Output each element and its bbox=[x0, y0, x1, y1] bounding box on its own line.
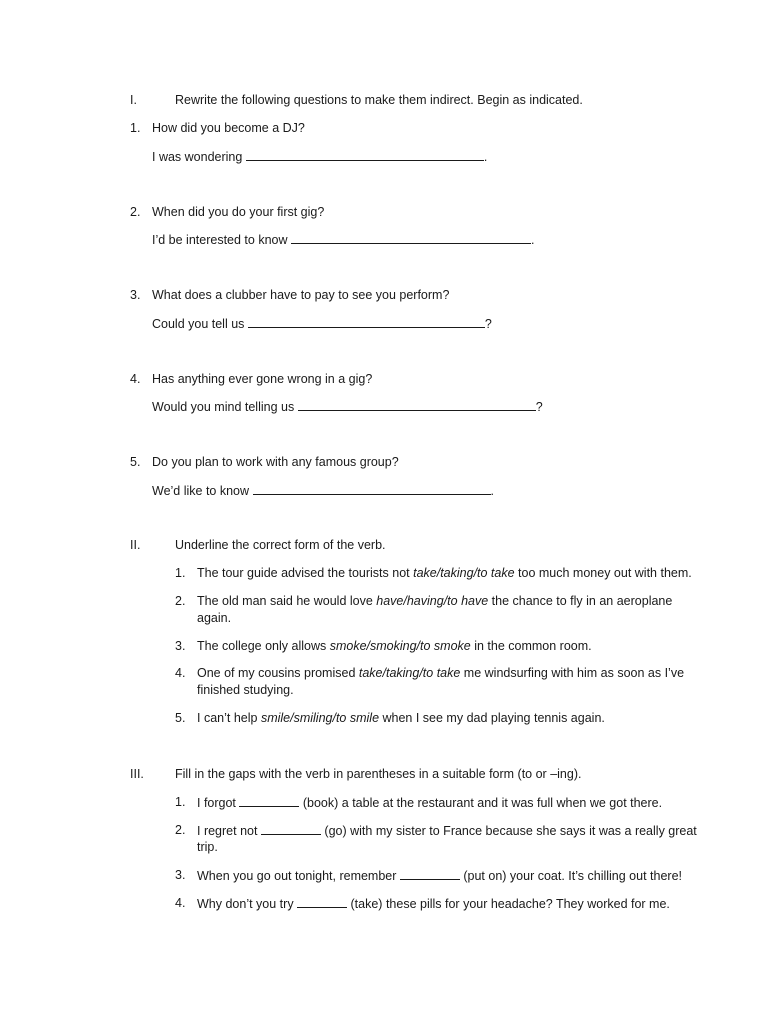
item-number: 4. bbox=[175, 666, 186, 680]
answer-prompt: Could you tell us bbox=[152, 317, 245, 331]
section-numeral: I. bbox=[130, 93, 137, 107]
sentence-post: in the common room. bbox=[470, 639, 592, 653]
sentence-text bbox=[197, 895, 670, 912]
answer-blank[interactable] bbox=[298, 398, 536, 411]
verb-options[interactable]: take/taking/to take bbox=[413, 566, 515, 580]
sentence-continuation: finished studying. bbox=[197, 683, 294, 697]
answer-blank[interactable] bbox=[291, 231, 531, 244]
item-number: 4. bbox=[175, 896, 186, 910]
verb-options[interactable]: take/taking/to take bbox=[358, 666, 461, 680]
item-number: 4. bbox=[130, 372, 141, 386]
answer-line bbox=[152, 148, 487, 165]
sentence-post: (put on) your coat. It’s chilling out there! bbox=[459, 869, 682, 883]
answer-prompt: I was wondering bbox=[152, 150, 243, 164]
section-instruction: Fill in the gaps with the verb in parentheses in a suitable form (to or –ing). bbox=[175, 767, 582, 781]
item-number: 5. bbox=[130, 455, 141, 469]
item-number: 2. bbox=[130, 205, 141, 219]
sentence-text bbox=[197, 638, 592, 654]
answer-line bbox=[152, 398, 543, 415]
question-text: What does a clubber have to pay to see you perform? bbox=[152, 288, 450, 302]
question-text: Do you plan to work with any famous group? bbox=[152, 455, 399, 469]
gap-blank[interactable] bbox=[239, 794, 299, 807]
gap-blank[interactable] bbox=[297, 895, 347, 908]
section-numeral: II. bbox=[130, 538, 141, 552]
sentence-pre: The tour guide advised the tourists not bbox=[197, 566, 414, 580]
answer-end-punct: . bbox=[530, 233, 535, 247]
answer-line bbox=[152, 482, 494, 499]
item-number: 1. bbox=[130, 121, 141, 135]
item-number: 3. bbox=[175, 868, 186, 882]
answer-end-punct: . bbox=[490, 484, 495, 498]
verb-options[interactable]: have/having/to have bbox=[376, 594, 489, 608]
gap-blank[interactable] bbox=[261, 822, 321, 835]
sentence-pre: I can’t help bbox=[197, 711, 261, 725]
sentence-pre: The old man said he would love bbox=[197, 594, 377, 608]
sentence-text bbox=[197, 710, 605, 726]
answer-blank[interactable] bbox=[248, 315, 485, 328]
sentence-post: me windsurfing with him as soon as I’ve bbox=[460, 666, 685, 680]
sentence-pre: The college only allows bbox=[197, 639, 330, 653]
sentence-pre: One of my cousins promised bbox=[197, 666, 359, 680]
sentence-continuation: trip. bbox=[197, 840, 218, 854]
sentence-post: when I see my dad playing tennis again. bbox=[379, 711, 605, 725]
sentence-pre: When you go out tonight, remember bbox=[197, 869, 400, 883]
answer-prompt: Would you mind telling us bbox=[152, 400, 295, 414]
answer-blank[interactable] bbox=[246, 148, 484, 161]
sentence-continuation: again. bbox=[197, 611, 232, 625]
sentence-post: (take) these pills for your headache? They worked for me. bbox=[347, 897, 670, 911]
item-number: 5. bbox=[175, 711, 186, 725]
sentence-text bbox=[197, 794, 662, 811]
sentence-pre: I regret not bbox=[197, 824, 261, 838]
section-numeral: III. bbox=[130, 767, 144, 781]
section-instruction: Underline the correct form of the verb. bbox=[175, 538, 386, 552]
answer-end-punct: . bbox=[483, 150, 488, 164]
question-text: How did you become a DJ? bbox=[152, 121, 305, 135]
sentence-text bbox=[197, 593, 672, 609]
answer-end-punct: ? bbox=[535, 400, 543, 414]
verb-options[interactable]: smoke/smoking/to smoke bbox=[329, 639, 471, 653]
answer-blank[interactable] bbox=[253, 482, 491, 495]
gap-blank[interactable] bbox=[400, 867, 460, 880]
item-number: 1. bbox=[175, 795, 186, 809]
item-number: 1. bbox=[175, 566, 186, 580]
item-number: 2. bbox=[175, 823, 186, 837]
sentence-post: (book) a table at the restaurant and it was full when we got there. bbox=[299, 796, 663, 810]
item-number: 2. bbox=[175, 594, 186, 608]
answer-end-punct: ? bbox=[484, 317, 492, 331]
sentence-post: the chance to fly in an aeroplane bbox=[488, 594, 673, 608]
section-instruction: Rewrite the following questions to make them indirect. Begin as indicated. bbox=[175, 93, 583, 107]
answer-line bbox=[152, 231, 534, 248]
answer-prompt: We’d like to know bbox=[152, 484, 250, 498]
sentence-pre: I forgot bbox=[197, 796, 240, 810]
sentence-post: (go) with my sister to France because she says it was a really great bbox=[320, 824, 697, 838]
answer-prompt: I’d be interested to know bbox=[152, 233, 288, 247]
sentence-text bbox=[197, 822, 697, 839]
item-number: 3. bbox=[130, 288, 141, 302]
verb-options[interactable]: smile/smiling/to smile bbox=[260, 711, 380, 725]
question-text: Has anything ever gone wrong in a gig? bbox=[152, 372, 373, 386]
item-number: 3. bbox=[175, 639, 186, 653]
sentence-text bbox=[197, 867, 682, 884]
answer-line bbox=[152, 315, 492, 332]
question-text: When did you do your first gig? bbox=[152, 205, 325, 219]
sentence-pre: Why don’t you try bbox=[197, 897, 298, 911]
sentence-text bbox=[197, 665, 684, 681]
sentence-text bbox=[197, 565, 692, 581]
sentence-post: too much money out with them. bbox=[514, 566, 692, 580]
